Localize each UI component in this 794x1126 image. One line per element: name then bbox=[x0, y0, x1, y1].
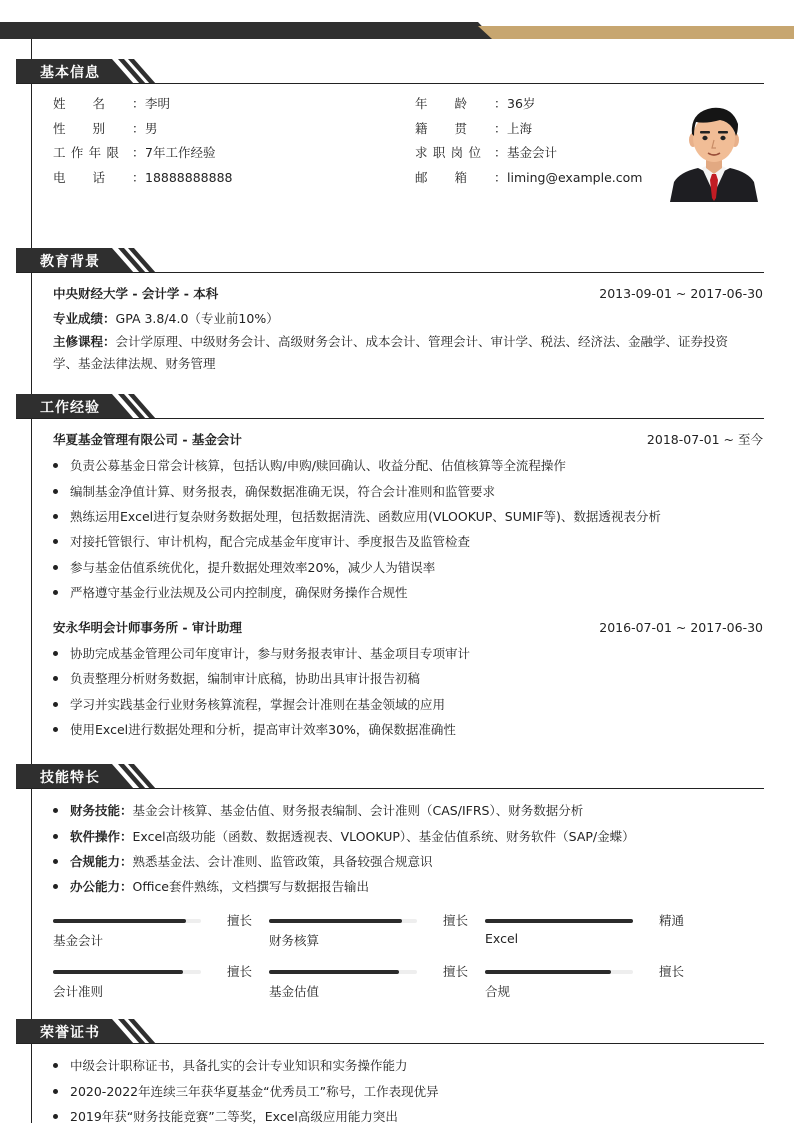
list-item bbox=[53, 721, 456, 739]
skill-level: 擅长 bbox=[227, 964, 253, 979]
label-char: 籍 bbox=[415, 121, 428, 136]
list-item bbox=[53, 483, 495, 501]
label-char: 年 bbox=[88, 145, 102, 160]
skill-track bbox=[269, 970, 417, 974]
list-item bbox=[53, 508, 661, 526]
years-value: 7年工作经验 bbox=[145, 145, 216, 160]
list-item bbox=[53, 584, 408, 602]
bullet-dot bbox=[53, 539, 58, 544]
colon: ： bbox=[494, 170, 507, 185]
bullet-text: 学习并实践基金行业财务核算流程，掌握会计准则在基金领域的应用 bbox=[70, 697, 446, 712]
section-rule bbox=[16, 83, 764, 84]
skill-track bbox=[53, 970, 201, 974]
colon: ： bbox=[132, 170, 145, 185]
skill-bar bbox=[53, 964, 253, 1008]
label-char: 限 bbox=[106, 145, 119, 160]
education-school: 中央财经大学 - 会计学 - 本科 bbox=[53, 286, 219, 301]
bullet-text: 参与基金估值系统优化，提升数据处理效率20%，减少人为错误率 bbox=[70, 560, 436, 575]
section-header-skills bbox=[16, 764, 764, 789]
skill-label: 软件操作： bbox=[70, 829, 133, 844]
skill-track bbox=[485, 919, 633, 923]
skill-track bbox=[269, 919, 417, 923]
skill-level: 擅长 bbox=[443, 913, 469, 928]
bullet-dot bbox=[53, 702, 58, 707]
honor-text: 中级会计职称证书，具备扎实的会计专业知识和实务操作能力 bbox=[70, 1058, 408, 1073]
info-row-age bbox=[415, 95, 655, 113]
info-row-name bbox=[53, 95, 393, 113]
list-item bbox=[53, 559, 435, 577]
info-row-origin bbox=[415, 120, 655, 138]
skill-level: 精通 bbox=[659, 913, 685, 928]
colon: ： bbox=[494, 96, 507, 111]
info-row-email bbox=[415, 169, 655, 187]
list-item bbox=[53, 1083, 439, 1101]
bullet-text: 熟练运用Excel进行复杂财务数据处理，包括数据清洗、函数应用(VLOOKUP、SUMIF等)、数据透视表分析 bbox=[70, 509, 661, 524]
label-char: 职 bbox=[432, 145, 446, 160]
skill-level: 擅长 bbox=[443, 964, 469, 979]
list-item bbox=[53, 853, 433, 871]
skill-bar bbox=[485, 913, 685, 957]
label-char: 求 bbox=[415, 145, 428, 160]
info-row-phone bbox=[53, 169, 393, 187]
skill-level: 擅长 bbox=[227, 913, 253, 928]
bullet-dot bbox=[53, 808, 58, 813]
job-title: 安永华明会计师事务所 - 审计助理 bbox=[53, 620, 242, 635]
label-char: 贯 bbox=[454, 121, 467, 136]
bullet-dot bbox=[53, 463, 58, 468]
bullet-text: 协助完成基金管理公司年度审计，参与财务报表审计、基金项目专项审计 bbox=[70, 646, 471, 661]
colon: ： bbox=[494, 145, 507, 160]
bullet-dot bbox=[53, 1063, 58, 1068]
section-rule bbox=[16, 272, 764, 273]
bullet-dot bbox=[53, 514, 58, 519]
info-row-position bbox=[415, 144, 655, 162]
skill-label: 办公能力： bbox=[70, 879, 133, 894]
label-char: 年 bbox=[415, 96, 428, 111]
gpa-label: 专业成绩： bbox=[53, 311, 116, 326]
list-item bbox=[53, 828, 635, 846]
name-value: 李明 bbox=[145, 96, 171, 111]
bullet-dot bbox=[53, 565, 58, 570]
section-title: 技能特长 bbox=[40, 770, 100, 786]
skill-fill bbox=[53, 970, 183, 974]
bullet-dot bbox=[53, 859, 58, 864]
label-char: 箱 bbox=[454, 170, 467, 185]
honor-text: 2020-2022年连续三年获华夏基金“优秀员工”称号，工作表现优异 bbox=[70, 1084, 439, 1099]
section-rule bbox=[16, 418, 764, 419]
list-item bbox=[53, 457, 566, 475]
education-courses-line2: 学、基金法律法规、财务管理 bbox=[53, 356, 216, 371]
skill-label: 财务技能： bbox=[70, 803, 133, 818]
education-dates: 2013-09-01 ~ 2017-06-30 bbox=[599, 286, 763, 301]
colon: ： bbox=[494, 121, 507, 136]
list-item bbox=[53, 533, 470, 551]
job-title: 华夏基金管理有限公司 - 基金会计 bbox=[53, 432, 242, 447]
section-rule bbox=[16, 788, 764, 789]
skill-text: Office套件熟练，文档撰写与数据报告输出 bbox=[132, 879, 370, 894]
bullet-text: 对接托管银行、审计机构，配合完成基金年度审计、季度报告及监管检查 bbox=[70, 534, 471, 549]
skill-label: 合规能力： bbox=[70, 854, 133, 869]
colon: ： bbox=[132, 145, 145, 160]
skill-bar bbox=[269, 913, 469, 957]
list-item bbox=[53, 878, 369, 896]
skill-name: 财务核算 bbox=[269, 933, 320, 948]
phone-value: 18888888888 bbox=[145, 170, 233, 185]
label-char: 作 bbox=[70, 145, 84, 160]
skill-fill bbox=[485, 919, 633, 923]
label-char: 工 bbox=[53, 145, 66, 160]
skill-level: 擅长 bbox=[659, 964, 685, 979]
section-header-education bbox=[16, 248, 764, 273]
skill-fill bbox=[269, 919, 402, 923]
section-header-basic bbox=[16, 59, 764, 84]
colon: ： bbox=[132, 121, 145, 136]
list-item bbox=[53, 670, 420, 688]
bullet-dot bbox=[53, 1089, 58, 1094]
skill-fill bbox=[269, 970, 399, 974]
label-char: 名 bbox=[92, 96, 105, 111]
skill-name: Excel bbox=[485, 931, 519, 946]
bullet-dot bbox=[53, 834, 58, 839]
label-char: 话 bbox=[92, 170, 105, 185]
section-rule bbox=[16, 1043, 764, 1044]
skill-text: 熟悉基金法、会计准则、监管政策，具备较强合规意识 bbox=[132, 854, 433, 869]
bullet-dot bbox=[53, 489, 58, 494]
bullet-text: 负责整理分析财务数据，编制审计底稿，协助出具审计报告初稿 bbox=[70, 671, 421, 686]
info-row-years bbox=[53, 144, 393, 162]
skill-name: 合规 bbox=[485, 984, 511, 999]
skill-fill bbox=[53, 919, 186, 923]
position-value: 基金会计 bbox=[507, 145, 558, 160]
bullet-dot bbox=[53, 590, 58, 595]
section-title: 工作经验 bbox=[40, 400, 100, 416]
bullet-dot bbox=[53, 651, 58, 656]
skill-text: Excel高级功能（函数、数据透视表、VLOOKUP）、基金估值系统、财务软件（SAP/金蝶） bbox=[132, 829, 635, 844]
bullet-text: 使用Excel进行数据处理和分析，提高审计效率30%，确保数据准确性 bbox=[70, 722, 456, 737]
gender-value: 男 bbox=[145, 121, 158, 136]
bullet-dot bbox=[53, 727, 58, 732]
section-title: 荣誉证书 bbox=[40, 1025, 100, 1041]
info-row-gender bbox=[53, 120, 393, 138]
skill-name: 基金会计 bbox=[53, 933, 104, 948]
bullet-text: 编制基金净值计算、财务报表，确保数据准确无误，符合会计准则和监管要求 bbox=[70, 484, 496, 499]
education-courses-line1 bbox=[53, 333, 728, 351]
email-value: liming@example.com bbox=[507, 170, 643, 185]
courses-label: 主修课程： bbox=[53, 334, 116, 349]
label-char: 姓 bbox=[53, 96, 66, 111]
label-char: 邮 bbox=[415, 170, 428, 185]
list-item bbox=[53, 1108, 398, 1126]
label-char: 电 bbox=[53, 170, 66, 185]
skill-fill bbox=[485, 970, 611, 974]
education-gpa bbox=[53, 310, 279, 328]
list-item bbox=[53, 802, 583, 820]
skill-track bbox=[485, 970, 633, 974]
section-title: 基本信息 bbox=[40, 65, 100, 81]
label-char: 别 bbox=[92, 121, 105, 136]
skill-bar bbox=[485, 964, 685, 1008]
skill-bar bbox=[53, 913, 253, 957]
label-char: 位 bbox=[468, 145, 481, 160]
bullet-dot bbox=[53, 884, 58, 889]
courses-value: 会计学原理、中级财务会计、高级财务会计、成本会计、管理会计、审计学、税法、经济法、金融学、证券投资 bbox=[115, 334, 729, 349]
origin-value: 上海 bbox=[507, 121, 533, 136]
section-header-work bbox=[16, 394, 764, 419]
left-vertical-rule bbox=[31, 39, 32, 1123]
list-item bbox=[53, 1057, 408, 1075]
job-dates: 2016-07-01 ~ 2017-06-30 bbox=[599, 620, 763, 635]
skill-name: 基金估值 bbox=[269, 984, 320, 999]
skill-track bbox=[53, 919, 201, 923]
skill-name: 会计准则 bbox=[53, 984, 104, 999]
list-item bbox=[53, 645, 470, 663]
colon: ： bbox=[132, 96, 145, 111]
section-header-honors bbox=[16, 1019, 764, 1044]
label-char: 岗 bbox=[450, 145, 464, 160]
bullet-text: 严格遵守基金行业法规及公司内控制度，确保财务操作合规性 bbox=[70, 585, 408, 600]
skill-text: 基金会计核算、基金估值、财务报表编制、会计准则（CAS/IFRS）、财务数据分析 bbox=[132, 803, 584, 818]
section-title: 教育背景 bbox=[40, 254, 100, 270]
avatar bbox=[666, 102, 762, 202]
bullet-text: 负责公募基金日常会计核算，包括认购/申购/赎回确认、收益分配、估值核算等全流程操作 bbox=[70, 458, 566, 473]
bullet-dot bbox=[53, 676, 58, 681]
honor-text: 2019年获“财务技能竞赛”二等奖，Excel高级应用能力突出 bbox=[70, 1109, 398, 1124]
gpa-value: GPA 3.8/4.0（专业前10%） bbox=[115, 311, 279, 326]
age-value: 36岁 bbox=[507, 96, 536, 111]
skill-bar bbox=[269, 964, 469, 1008]
bullet-dot bbox=[53, 1114, 58, 1119]
top-decor-bar bbox=[0, 22, 794, 39]
list-item bbox=[53, 696, 445, 714]
label-char: 性 bbox=[53, 121, 66, 136]
job-dates: 2018-07-01 ~ 至今 bbox=[646, 432, 763, 447]
label-char: 龄 bbox=[454, 96, 467, 111]
